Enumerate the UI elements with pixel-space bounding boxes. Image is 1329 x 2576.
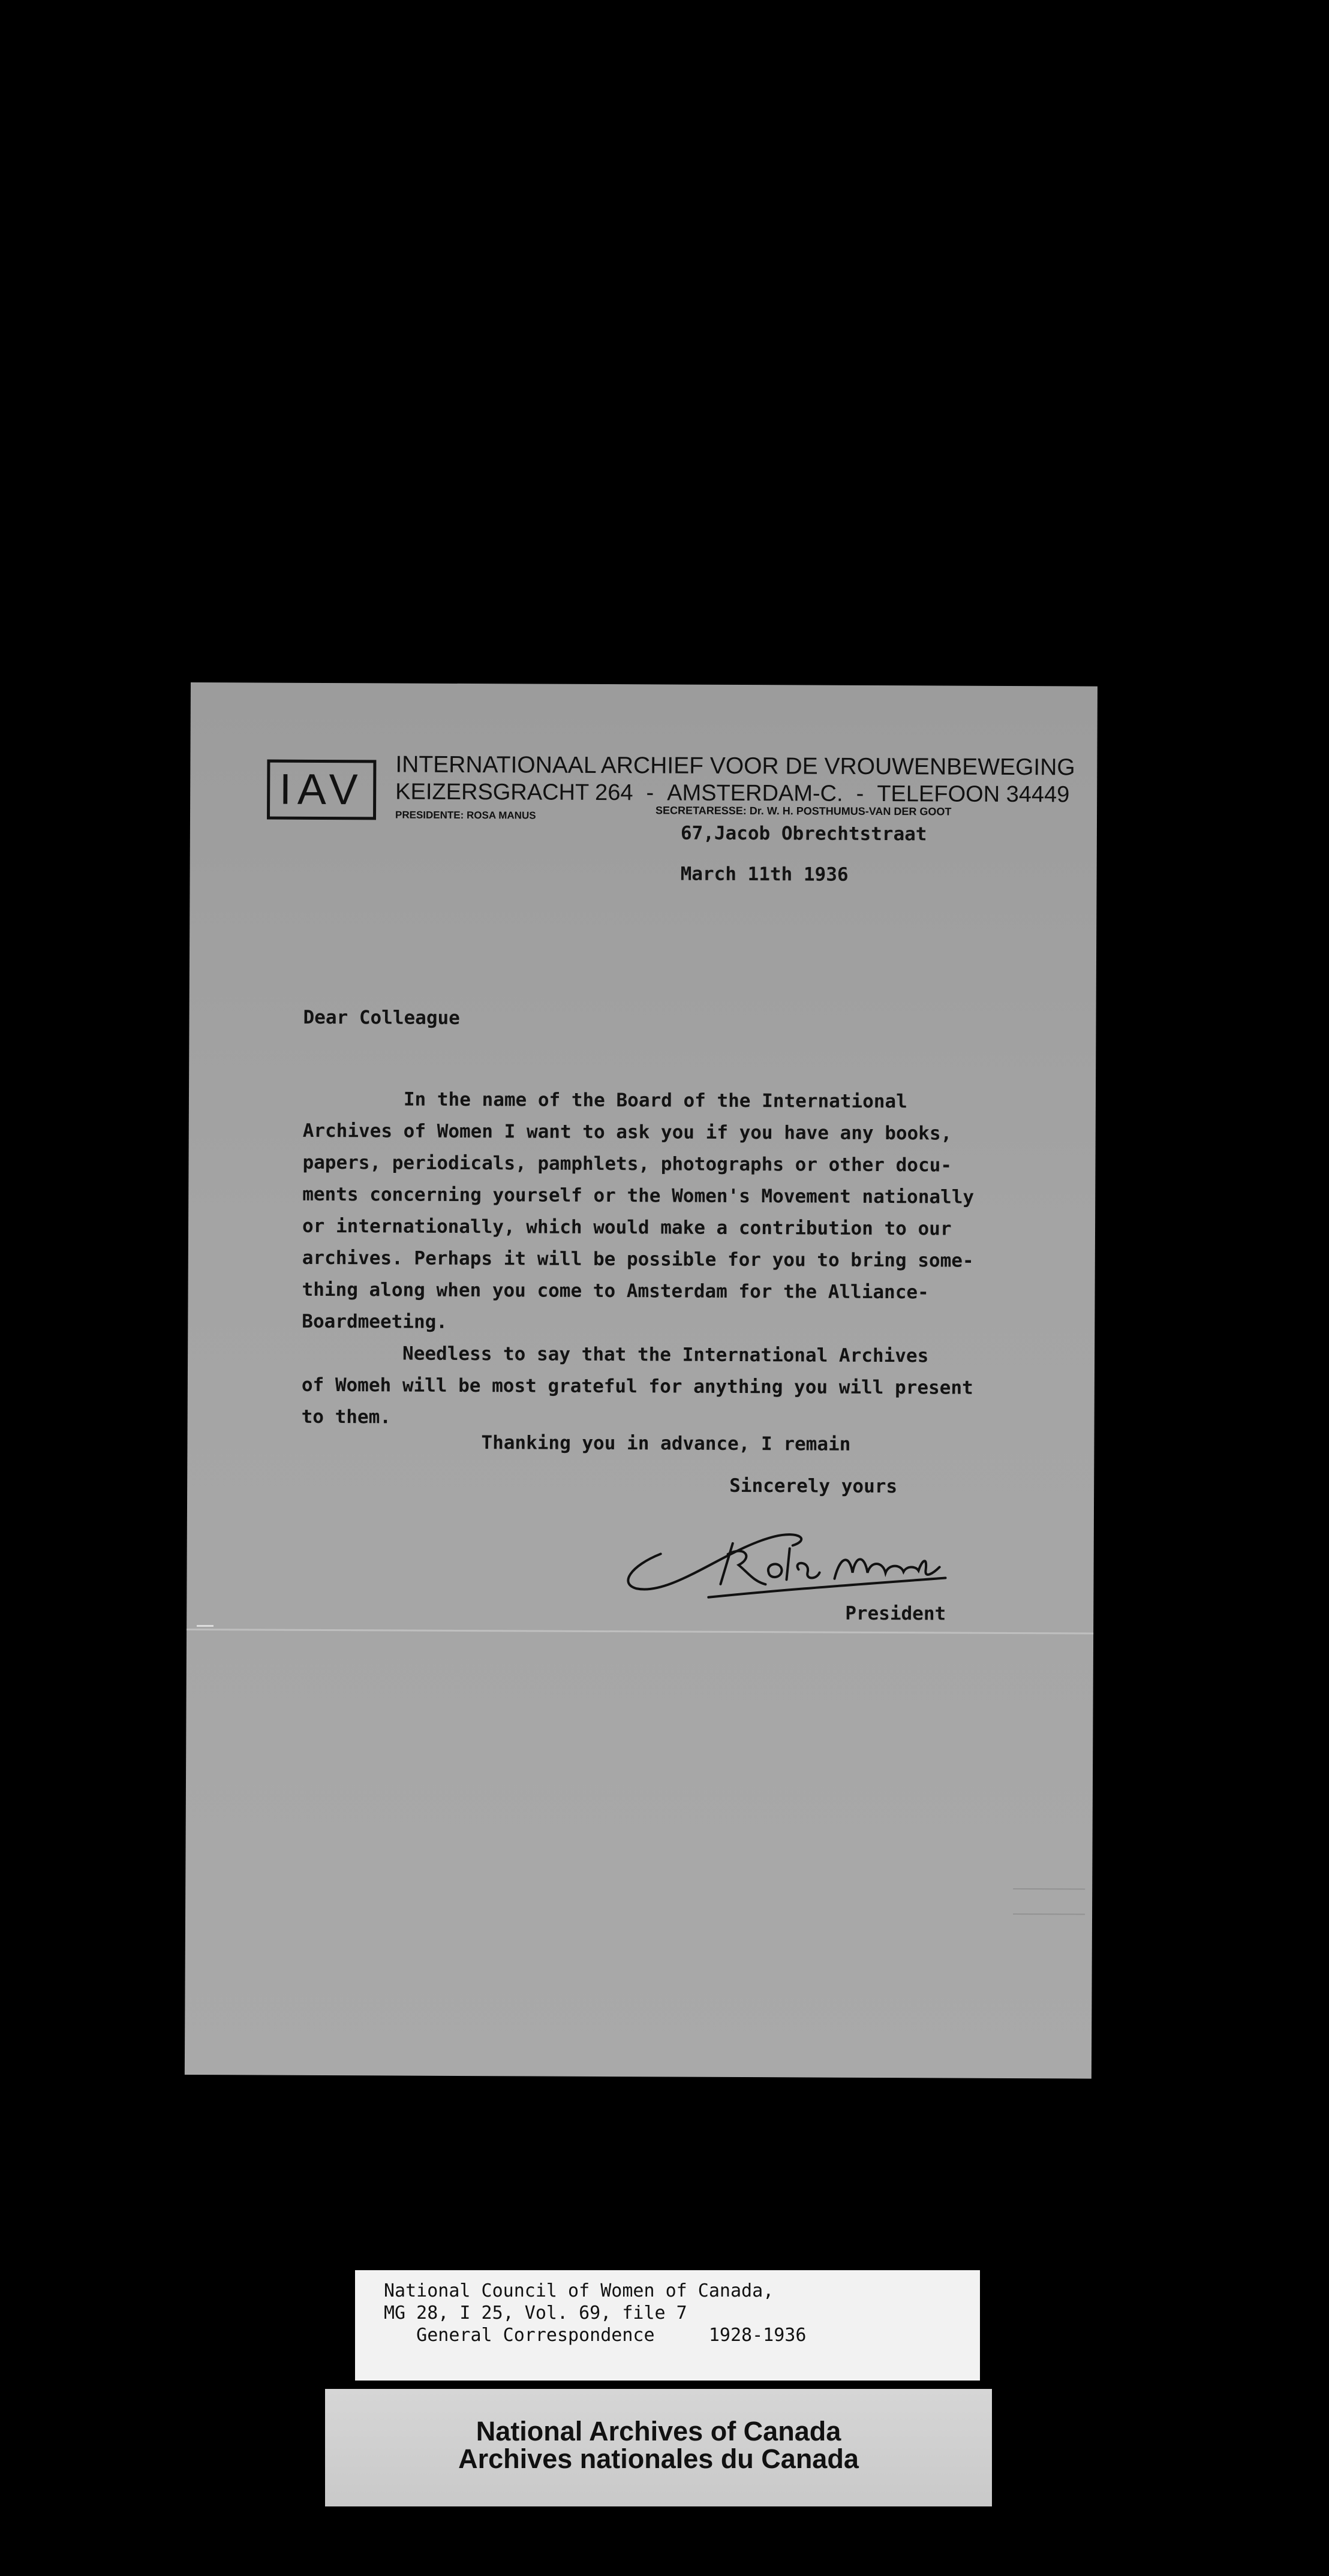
logo-text: IAV — [279, 765, 364, 814]
iav-logo — [267, 760, 376, 820]
reference-line-1: National Council of Women of Canada, — [384, 2280, 774, 2301]
sender-address: 67,Jacob Obrechtstraat — [680, 822, 927, 845]
letter-body — [302, 1084, 975, 1436]
letter-page — [185, 682, 1098, 2079]
faint-stamp-mark — [1013, 1888, 1085, 1915]
body-line: to them. — [301, 1406, 392, 1428]
greeting: Dear Colleague — [303, 1006, 460, 1029]
letterhead-organization: INTERNATIONAAL ARCHIEF VOOR DE VROUWENBEWEGING — [395, 751, 1075, 781]
closing-line: Thanking you in advance, I remain — [481, 1432, 851, 1455]
reference-line-2: MG 28, I 25, Vol. 69, file 7 — [384, 2303, 687, 2324]
signer-title: President — [845, 1602, 946, 1625]
body-line: Boardmeeting. — [302, 1310, 448, 1333]
body-line: or internationally, which would make a contribution to our — [302, 1215, 952, 1240]
letterhead-president: PRESIDENTE: ROSA MANUS — [395, 809, 536, 821]
letterhead-city: AMSTERDAM-C. — [667, 780, 843, 806]
reference-label — [355, 2270, 980, 2381]
body-line: archives. Perhaps it will be possible for you to bring some- — [302, 1247, 974, 1272]
letterhead-secretary: SECRETARESSE: Dr. W. H. POSTHUMUS-VAN DER GOOT — [656, 804, 952, 818]
archive-label — [325, 2389, 992, 2506]
body-line: Archives of Women I want to ask you if you have any books, — [302, 1120, 952, 1145]
body-line: thing along when you come to Amsterdam for the Alliance- — [302, 1278, 929, 1304]
edge-mark — [197, 1625, 214, 1627]
letterhead-phone: TELEFOON 34449 — [877, 781, 1070, 808]
body-line: In the name of the Board of the International — [302, 1088, 907, 1113]
handwritten-signature — [618, 1512, 955, 1603]
body-line: of Womeh will be most grateful for anything you will present — [301, 1374, 973, 1399]
letterhead-address — [395, 779, 1069, 808]
body-line: papers, periodicals, pamphlets, photographs or other docu- — [302, 1151, 952, 1176]
sign-off: Sincerely yours — [729, 1474, 898, 1498]
archive-name-english: National Archives of Canada — [476, 2416, 841, 2446]
letterhead-street: KEIZERSGRACHT 264 — [395, 779, 633, 806]
letter-date: March 11th 1936 — [680, 863, 849, 886]
fold-crease — [187, 1629, 1093, 1635]
letterhead-separator: - — [646, 780, 654, 806]
body-line: Needless to say that the International Archives — [302, 1342, 929, 1367]
body-line: ments concerning yourself or the Women's Movement nationally — [302, 1183, 975, 1208]
letterhead-separator-2: - — [856, 781, 864, 806]
archive-name-french: Archives nationales du Canada — [458, 2443, 859, 2474]
reference-line-3: General Correspondence 1928-1936 — [384, 2325, 807, 2346]
